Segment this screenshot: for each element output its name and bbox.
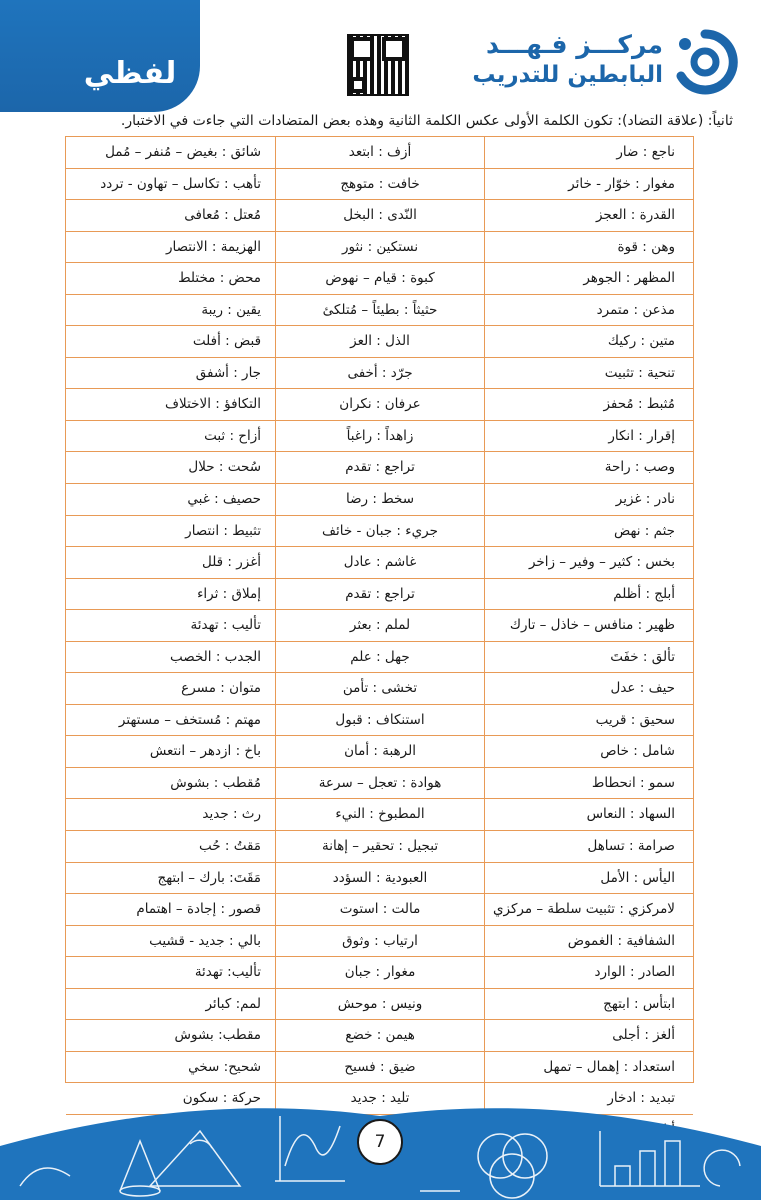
table-row (66, 389, 693, 421)
table-cell: كبوة : قيام – نهوض (275, 263, 484, 294)
table-cell: رث : جديد (202, 806, 262, 823)
table-cell: تثبيط : انتصار (185, 522, 262, 539)
table-cell: أبلج : أظلم (484, 579, 693, 610)
table-cell: قبض : أفلت (192, 333, 262, 350)
table-cell: قصور : إجادة – اهتمام (136, 901, 262, 918)
table-cell: نادر : غزير (484, 484, 693, 515)
table-cell: سُحت : حلال (188, 459, 262, 476)
table-cell: الرهبة : أمان (275, 736, 484, 767)
table-cell: جار : أشفق (195, 364, 262, 381)
table-cell: ابتأس : ابتهج (484, 989, 693, 1020)
table-cell: هوادة : تعجل – سرعة (275, 768, 484, 799)
table-row (66, 894, 693, 926)
table-cell: ناجع : ضار (484, 137, 693, 168)
table-row (66, 547, 693, 579)
table-cell: إقرار : انكار (484, 421, 693, 452)
table-row (66, 863, 693, 895)
table-cell: يقين : ريبة (201, 301, 262, 318)
table-cell: مغوار : جبان (275, 957, 484, 988)
table-row (66, 610, 693, 642)
table-cell: النّدى : البخل (275, 200, 484, 231)
table-cell: مالت : استوت (275, 894, 484, 925)
section-tab-label: لفظي (83, 56, 177, 91)
table-cell: نستكين : نثور (275, 232, 484, 263)
table-row (66, 926, 693, 958)
table-cell: سمو : انحطاط (484, 768, 693, 799)
table-cell: التكافؤ : الاختلاف (165, 396, 262, 413)
table-cell: شائق : بغيض – مُنفر – مُمل (105, 144, 262, 160)
table-cell: إملاق : ثراء (197, 585, 262, 602)
table-cell: ألغز : أجلى (484, 1020, 693, 1051)
table-row (66, 421, 693, 453)
table-cell: المطبوخ : النيء (275, 799, 484, 830)
table-cell: لملم : بعثر (275, 610, 484, 641)
table-cell: أزاح : ثبت (204, 427, 262, 444)
table-cell: الشفافية : الغموض (484, 926, 693, 957)
table-cell: محض : مختلط (178, 270, 262, 287)
table-cell: مُثبط : مُحفز (484, 389, 693, 420)
table-row (66, 736, 693, 768)
table-cell: وهن : قوة (484, 232, 693, 263)
table-row (66, 137, 693, 169)
table-cell: تبديد : ادخار (484, 1083, 693, 1114)
table-cell: شامل : خاص (484, 736, 693, 767)
table-cell: جهل : علم (275, 642, 484, 673)
logo-text (472, 30, 663, 90)
page-number: 7 (357, 1119, 403, 1165)
table-cell: تنحية : تثبيت (484, 358, 693, 389)
table-cell: أغزر : قلل (201, 554, 262, 571)
table-row (66, 579, 693, 611)
table-cell: خافت : متوهج (275, 169, 484, 200)
table-row (66, 1052, 693, 1084)
table-cell: غاشم : عادل (275, 547, 484, 578)
table-row (66, 989, 693, 1021)
table-cell: الهزيمة : الانتصار (165, 238, 262, 255)
table-row (66, 295, 693, 327)
table-cell: استعداد : إهمال – تمهل (484, 1052, 693, 1083)
table-cell: ضيق : فسيح (275, 1052, 484, 1083)
table-cell: تليد : جديد (275, 1083, 484, 1114)
table-cell: سحيق : قريب (484, 705, 693, 736)
table-cell: الذل : العز (275, 326, 484, 357)
center-logo-icon (671, 28, 739, 96)
table-cell: عرفان : نكران (275, 389, 484, 420)
table-cell: هيمن : خضع (275, 1020, 484, 1051)
table-row (66, 831, 693, 863)
table-cell: مُقطب : بشوش (170, 774, 262, 791)
table-cell: مهتم : مُستخف – مستهتر (118, 711, 262, 728)
table-cell: حركة : سكون (182, 1090, 262, 1107)
table-row (66, 169, 693, 201)
table-cell: بالي : جديد - قشيب (149, 932, 262, 949)
table-cell: العبودية : السؤدد (275, 863, 484, 894)
table-cell: مغوار : خوّار - خائر (484, 169, 693, 200)
table-row (66, 642, 693, 674)
table-cell: القدرة : العجز (484, 200, 693, 231)
intro-text: ثانياً: (علاقة التضاد): تكون الكلمة الأولى عكس الكلمة الثانية وهذه بعض المتضادات التي جاءت في الاختبار. (120, 113, 733, 129)
table-cell: تخشى : تأمن (275, 673, 484, 704)
table-row (66, 799, 693, 831)
table-cell: متوان : مسرع (181, 680, 262, 697)
table-cell: مَقَتَ: بارك – ابتهج (157, 869, 262, 886)
table-cell: جريء : جبان - خائف (275, 516, 484, 547)
table-cell: بخس : كثير – وفير – زاخر (484, 547, 693, 578)
table-cell: شحيح: سخي (188, 1058, 262, 1075)
table-cell: اليأس : الأمل (484, 863, 693, 894)
table-cell: تبجيل : تحقير – إهانة (275, 831, 484, 862)
table-cell: مَقتُ : حُب (198, 838, 262, 855)
table-cell: لامركزي : تثبيت سلطة – مركزي (484, 894, 693, 925)
table-cell: تراجع : تقدم (275, 452, 484, 483)
table-cell: زاهداً : راغباً (275, 421, 484, 452)
table-cell: باخ : ازدهر – انتعش (149, 743, 262, 760)
table-cell: تأليب: تهدئة (194, 964, 262, 981)
table-row (66, 263, 693, 295)
table-cell: الجدب : الخصب (169, 648, 262, 665)
table-cell: جثم : نهض (484, 516, 693, 547)
page-header (0, 0, 761, 112)
table-cell: السهاد : النعاس (484, 799, 693, 830)
table-row (66, 358, 693, 390)
table-cell: سخط : رضا (275, 484, 484, 515)
table-cell: تراجع : تقدم (275, 579, 484, 610)
table-cell: تأليب : تهدئة (190, 617, 262, 634)
table-cell: مُعتل : مُعافى (184, 207, 262, 224)
table-cell: ظهير : منافس – خاذل – تارك (484, 610, 693, 641)
table-cell: ارتياب : وثوق (275, 926, 484, 957)
table-row (66, 200, 693, 232)
table-row (66, 484, 693, 516)
table-cell: استنكاف : قبول (275, 705, 484, 736)
table-cell: مقطب: بشوش (174, 1027, 262, 1044)
qr-code-icon (347, 34, 409, 96)
table-cell: حثيثاً : بطيئاً – مُتلكئ (275, 295, 484, 326)
logo-subtitle: البابطين للتدريب (472, 62, 663, 88)
table-cell: وصب : راحة (484, 452, 693, 483)
table-row (66, 768, 693, 800)
table-row (66, 326, 693, 358)
table-cell: حصيف : غبي (187, 491, 262, 508)
table-cell: أزف : ابتعد (275, 137, 484, 168)
table-row (66, 516, 693, 548)
table-cell: جرّد : أخفى (275, 358, 484, 389)
table-cell: حيف : عدل (484, 673, 693, 704)
table-cell: لمم: كبائر (205, 995, 262, 1012)
table-row (66, 232, 693, 264)
table-row (66, 673, 693, 705)
table-row (66, 957, 693, 989)
logo-title: مركـــز فـهـــد (486, 30, 663, 59)
table-cell: الصادر : الوارد (484, 957, 693, 988)
table-row (66, 452, 693, 484)
table-cell: صرامة : تساهل (484, 831, 693, 862)
table-cell: تأهب : تكاسل – تهاون - تردد (100, 175, 262, 192)
table-row (66, 1020, 693, 1052)
antonyms-table (65, 136, 694, 1107)
table-row (66, 705, 693, 737)
table-cell: تألق : خفَتَ (484, 642, 693, 673)
table-cell: متين : ركيك (484, 326, 693, 357)
table-cell: مذعن : متمرد (484, 295, 693, 326)
table-cell: المظهر : الجوهر (484, 263, 693, 294)
table-cell: ونيس : موحش (275, 989, 484, 1020)
